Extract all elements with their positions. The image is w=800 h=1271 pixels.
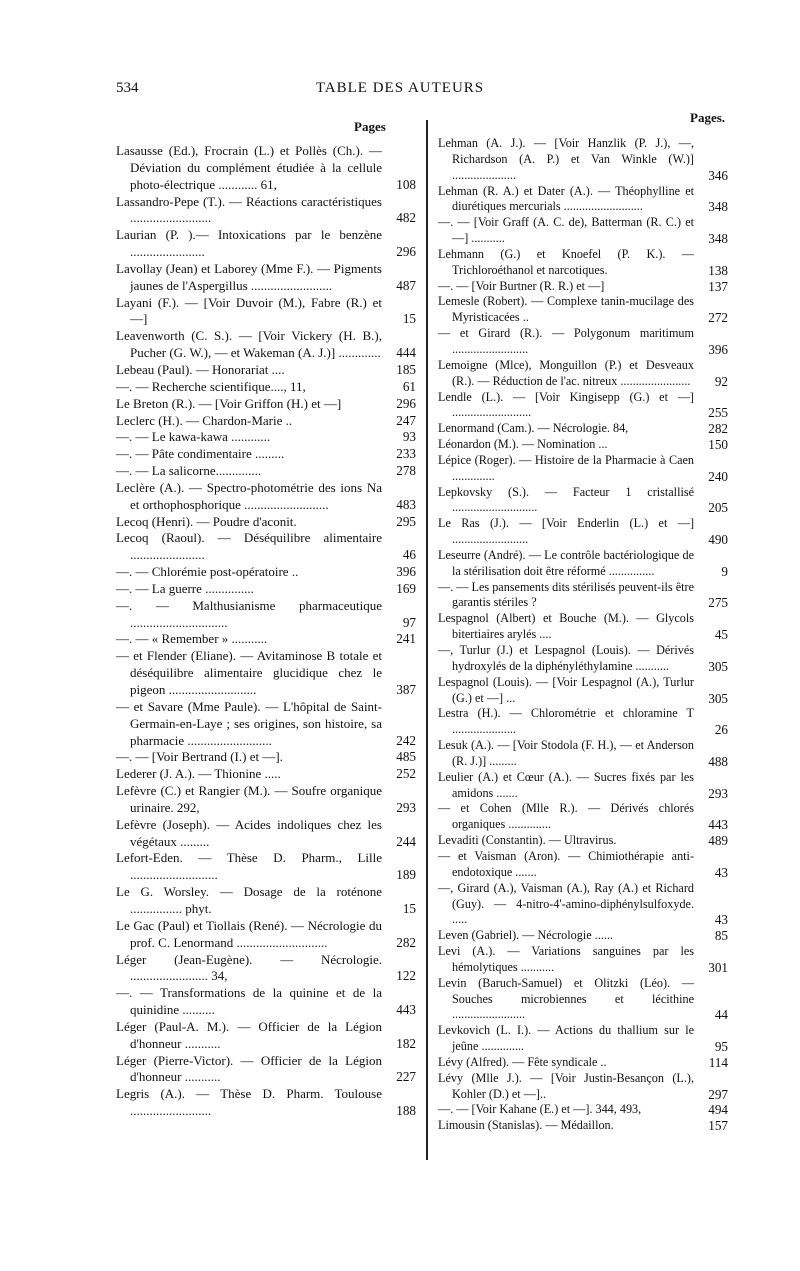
entry-page: 43 [714, 864, 728, 880]
entry-text: Lehman (A. J.). — [Voir Hanzlik (P. J.), —, Richardson (A. P.) et Van Winkle (W.)] ..................... [438, 136, 694, 182]
index-entry [116, 463, 416, 480]
entry-text: Leclerc (H.). — Chardon-Marie .. [116, 412, 293, 428]
entry-text: Le Ras (J.). — [Voir Enderlin (L.) et —] ......................... [438, 516, 694, 547]
entry-page: 255 [708, 405, 728, 421]
entry-page: 169 [396, 580, 416, 596]
index-entry [438, 801, 728, 833]
entry-page: 305 [708, 658, 728, 674]
entry-page: 488 [708, 753, 728, 769]
entry-page: 240 [708, 468, 728, 484]
page-number: 534 [116, 80, 139, 96]
entry-text: —. — Malthusianisme pharmaceutique .............................. [116, 597, 382, 630]
entry-text: — et Vaisman (Aron). — Chimiothérapie anti-endotoxique ....... [438, 848, 694, 879]
index-entry [116, 850, 416, 884]
entry-text: Lemesle (Robert). — Complexe tanin-mucilage des Myristicacées .. [438, 294, 694, 325]
index-entry [438, 849, 728, 881]
index-entry [438, 944, 728, 976]
entry-text: Lépice (Roger). — Histoire de la Pharmacie à Caen .............. [438, 452, 694, 483]
entry-page: 242 [396, 732, 416, 748]
entry-page: 487 [396, 277, 416, 293]
left-column [116, 143, 416, 1120]
index-entry [116, 227, 416, 261]
entry-page: 45 [714, 627, 728, 643]
entry-page: 482 [396, 210, 416, 226]
entry-page: 46 [402, 547, 416, 563]
index-entry [438, 643, 728, 675]
entry-text: —, Girard (A.), Vaisman (A.), Ray (A.) et Richard (Guy). — 4-nitro-4'-amino-diphénylsulfoxyde. ..... [438, 880, 694, 927]
entry-text: —. — Les pansements dits stérilisés peuvent-ils être garantis stériles ? [438, 579, 694, 610]
entry-text: Lehman (R. A.) et Dater (A.). — Théophylline et diurétiques mercurials .......................... [438, 183, 694, 214]
entry-text: Lasausse (Ed.), Frocrain (L.) et Pollès (Ch.). — Déviation du complément étudiée à la cellule photo-électrique ............ 61, [116, 143, 382, 192]
entry-text: Lassandro-Pepe (T.). — Réactions caractéristiques ......................... [116, 193, 382, 226]
entry-text: Limousin (Stanislas). — Médaillon. [438, 1118, 614, 1133]
index-entry [116, 446, 416, 463]
index-entry [438, 976, 728, 1024]
entry-text: Levi (A.). — Variations sanguines par les hémolytiques ........... [438, 944, 694, 974]
index-entry [116, 143, 416, 194]
index-entry [438, 421, 728, 437]
entry-page: 396 [396, 564, 416, 580]
index-entry [438, 215, 728, 247]
entry-text: —. — Recherche scientifique...., 11, [116, 378, 306, 394]
entry-page: 305 [708, 690, 728, 706]
entry-page: 137 [708, 278, 728, 294]
entry-page: 278 [396, 463, 416, 479]
index-entry [438, 390, 728, 422]
entry-page: 241 [396, 631, 416, 647]
index-entry [116, 749, 416, 766]
entry-page: 247 [396, 412, 416, 428]
entry-text: —. — Transformations de la quinine et de la quinidine .......... [116, 985, 382, 1018]
index-entry [116, 362, 416, 379]
entry-page: 301 [708, 959, 728, 975]
index-entry [438, 136, 728, 184]
pages-label-right: Pages. [690, 110, 726, 125]
index-entry [438, 485, 728, 517]
entry-text: Lenormand (Cam.). — Nécrologie. 84, [438, 421, 629, 436]
index-entry [116, 783, 416, 817]
index-entry [438, 1102, 728, 1118]
entry-page: 108 [396, 176, 416, 192]
index-entry [438, 1118, 728, 1134]
entry-page: 293 [396, 799, 416, 815]
index-entry [116, 514, 416, 531]
entry-page: 188 [396, 1103, 416, 1119]
index-entry [438, 928, 728, 944]
index-entry [116, 581, 416, 598]
entry-page: 15 [402, 311, 416, 327]
entry-text: — et Girard (R.). — Polygonum maritimum ......................... [438, 326, 694, 356]
entry-text: Lespagnol (Louis). — [Voir Lespagnol (A.), Turlur (G.) et —] ... [438, 674, 694, 705]
entry-text: Le Gac (Paul) et Tiollais (René). — Nécrologie du prof. C. Lenormand ............................ [116, 917, 382, 950]
entry-text: Lefèvre (C.) et Rangier (M.). — Soufre organique urinaire. 292, [116, 783, 382, 815]
index-entry [438, 279, 728, 295]
index-entry [116, 985, 416, 1019]
entry-page: 114 [708, 1054, 728, 1070]
entry-text: —. — Le kawa-kawa ............ [116, 429, 271, 445]
entry-page: 244 [396, 833, 416, 849]
entry-text: Le Breton (R.). — [Voir Griffon (H.) et —] [116, 395, 342, 411]
entry-text: Leven (Gabriel). — Nécrologie ...... [438, 928, 613, 943]
index-entry [116, 396, 416, 413]
entry-page: 348 [708, 199, 728, 215]
index-entry [116, 564, 416, 581]
index-entry [438, 453, 728, 485]
entry-page: 297 [708, 1086, 728, 1102]
entry-text: —. — [Voir Kahane (E.) et —]. 344, 493, [438, 1102, 642, 1117]
index-entry [116, 530, 416, 564]
entry-text: — et Cohen (Mlle R.). — Dérivés chlorés organiques .............. [438, 801, 694, 832]
entry-text: Lemoigne (Mlce), Monguillon (P.) et Desveaux (R.). — Réduction de l'ac. nitreux ....................... [438, 357, 694, 388]
column-divider [426, 120, 428, 1160]
entry-page: 489 [708, 833, 728, 849]
entry-text: —. — Pâte condimentaire ......... [116, 446, 285, 462]
entry-text: Leulier (A.) et Cœur (A.). — Sucres fixés par les amidons ....... [438, 769, 694, 800]
index-entry [438, 675, 728, 707]
index-entry [438, 738, 728, 770]
entry-page: 44 [714, 1007, 728, 1023]
index-entry [116, 631, 416, 648]
entry-page: 295 [396, 513, 416, 529]
entry-text: Levin (Baruch-Samuel) et Olitzki (Léo). — Souches microbiennes et lécithine ........................ [438, 975, 694, 1022]
entry-text: Lendle (L.). — [Voir Kingisepp (G.) et —] .......................... [438, 389, 694, 420]
running-title: TABLE DES AUTEURS [315, 80, 485, 96]
index-entry [116, 429, 416, 446]
entry-page: 494 [708, 1102, 728, 1118]
index-entry [116, 328, 416, 362]
index-entry [116, 817, 416, 851]
entry-page: 490 [708, 532, 728, 548]
entry-text: Léonardon (M.). — Nomination ... [438, 437, 608, 452]
entry-text: Léger (Paul-A. M.). — Officier de la Légion d'honneur ........... [116, 1018, 382, 1051]
index-entry [116, 766, 416, 783]
entry-text: Lévy (Mlle J.). — [Voir Justin-Besançon (L.), Kohler (D.) et —].. [438, 1070, 694, 1101]
entry-page: 189 [396, 867, 416, 883]
index-entry [438, 770, 728, 802]
index-entry [116, 1019, 416, 1053]
entry-text: Lesuk (A.). — [Voir Stodola (F. H.), — et Anderson (R. J.)] ......... [438, 738, 694, 768]
entry-text: Lecoq (Henri). — Poudre d'aconit. [116, 513, 297, 529]
index-entry [438, 437, 728, 453]
entry-page: 227 [396, 1069, 416, 1085]
entry-page: 293 [708, 785, 728, 801]
entry-text: Levkovich (L. I.). — Actions du thallium sur le jeûne .............. [438, 1023, 694, 1054]
entry-page: 485 [396, 749, 416, 765]
index-entry [438, 611, 728, 643]
entry-text: — et Savare (Mme Paule). — L'hôpital de Saint-Germain-en-Laye ; ses origines, son histoire, sa pharmacie .......................... [116, 698, 382, 748]
index-entry [116, 952, 416, 986]
entry-page: 97 [402, 614, 416, 630]
index-entry [438, 247, 728, 279]
entry-text: Le G. Worsley. — Dosage de la roténone ................ phyt. [116, 884, 382, 916]
entry-text: Léger (Pierre-Victor). — Officier de la Légion d'honneur ........... [116, 1052, 382, 1085]
entry-page: 15 [402, 900, 416, 916]
entry-page: 387 [396, 682, 416, 697]
entry-text: —. — [Voir Bertrand (I.) et —]. [116, 749, 283, 765]
entry-page: 233 [396, 446, 416, 462]
entry-text: —. — [Voir Graff (A. C. de), Batterman (R. C.) et —] ........... [438, 215, 694, 246]
entry-text: Léger (Jean-Eugène). — Nécrologie. ........................ 34, [116, 951, 382, 984]
entry-text: Leseurre (André). — Le contrôle bactériologique de la stérilisation doit être réformé ............... [438, 547, 694, 578]
index-entry [438, 294, 728, 326]
index-entry [438, 580, 728, 612]
entry-page: 348 [708, 231, 728, 247]
entry-text: Lévy (Alfred). — Fête syndicale .. [438, 1054, 607, 1069]
pages-label-left: Pages [354, 119, 386, 134]
entry-text: —. — La salicorne.............. [116, 463, 262, 479]
entry-text: — et Flender (Eliane). — Avitaminose B totale et déséquilibre alimentaire glucidique chez le pigeon ........................... [116, 648, 382, 697]
entry-page: 282 [396, 934, 416, 950]
entry-text: Lehmann (G.) et Knoefel (P. K.). — Trichloroéthanol et narcotiques. [438, 246, 694, 277]
entry-page: 185 [396, 361, 416, 377]
entry-text: Lebeau (Paul). — Honorariat .... [116, 361, 285, 377]
entry-text: —. — [Voir Burtner (R. R.) et —] [438, 278, 605, 293]
index-entry [116, 480, 416, 514]
index-entry [116, 918, 416, 952]
index-entry [438, 184, 728, 216]
entry-page: 138 [708, 262, 728, 278]
index-entry [438, 881, 728, 929]
index-entry [116, 261, 416, 295]
entry-page: 150 [708, 437, 728, 453]
entry-text: Laurian (P. ).— Intoxications par le benzène ....................... [116, 227, 382, 260]
entry-text: Lederer (J. A.). — Thionine ..... [116, 766, 281, 782]
entry-page: 26 [714, 722, 728, 738]
index-entry [438, 326, 728, 358]
entry-page: 275 [708, 595, 728, 611]
entry-page: 182 [396, 1035, 416, 1051]
entry-text: Lepkovsky (S.). — Facteur 1 cristallisé ............................ [438, 484, 694, 515]
index-entry [116, 413, 416, 430]
entry-page: 205 [708, 500, 728, 516]
entry-page: 282 [708, 421, 728, 437]
entry-page: 443 [708, 817, 728, 833]
entry-text: —. — La guerre ............... [116, 580, 254, 596]
index-entry [438, 706, 728, 738]
index-entry [438, 358, 728, 390]
entry-page: 296 [396, 395, 416, 411]
entry-page: 85 [714, 928, 728, 944]
entry-page: 9 [721, 563, 728, 579]
index-entry [116, 1053, 416, 1087]
index-entry [116, 699, 416, 750]
index-entry [438, 516, 728, 548]
entry-page: 93 [402, 429, 416, 445]
entry-page: 61 [402, 378, 416, 394]
entry-page: 443 [396, 1002, 416, 1018]
entry-page: 444 [396, 345, 416, 361]
index-entry [116, 194, 416, 228]
index-entry [438, 1055, 728, 1071]
entry-page: 157 [708, 1118, 728, 1134]
entry-text: —. — « Remember » ........... [116, 631, 268, 647]
entry-page: 92 [714, 373, 728, 389]
entry-text: Lefèvre (Joseph). — Acides indoliques chez les végétaux ......... [116, 816, 382, 849]
entry-text: Lespagnol (Albert) et Bouche (M.). — Glycols bitertiaires arylés .... [438, 611, 694, 642]
index-entry [438, 548, 728, 580]
right-column [438, 136, 728, 1134]
index-entry [116, 598, 416, 632]
entry-page: 396 [708, 341, 728, 357]
entry-text: Lefort-Eden. — Thèse D. Pharm., Lille ........................... [116, 850, 382, 883]
index-entry [438, 1071, 728, 1103]
entry-text: Levaditi (Constantin). — Ultravirus. [438, 833, 617, 848]
entry-page: 346 [708, 167, 728, 183]
index-entry [116, 648, 416, 699]
entry-text: —. — Chlorémie post-opératoire .. [116, 564, 299, 580]
entry-text: Layani (F.). — [Voir Duvoir (M.), Fabre (R.) et —] [116, 294, 382, 327]
entry-page: 252 [396, 766, 416, 782]
index-entry [116, 295, 416, 329]
entry-page: 43 [714, 912, 728, 928]
entry-text: Lestra (H.). — Chlorométrie et chloramine T ..................... [438, 706, 694, 737]
entry-page: 483 [396, 496, 416, 512]
entry-page: 122 [396, 968, 416, 984]
entry-page: 296 [396, 244, 416, 260]
entry-page: 272 [708, 310, 728, 326]
entry-text: Leclère (A.). — Spectro-photométrie des ions Na et orthophosphorique .......................... [116, 479, 382, 512]
index-entry [116, 379, 416, 396]
entry-text: Leavenworth (C. S.). — [Voir Vickery (H. B.), Pucher (G. W.), — et Wakeman (A. J.)] ............. [116, 328, 382, 361]
index-entry [116, 884, 416, 918]
entry-text: Lavollay (Jean) et Laborey (Mme F.). — Pigments jaunes de l'Aspergillus ......................... [116, 260, 382, 293]
entry-text: Legris (A.). — Thèse D. Pharm. Toulouse ......................... [116, 1086, 382, 1119]
entry-text: —, Turlur (J.) et Lespagnol (Louis). — Dérivés hydroxylés de la diphényléthylamine ........... [438, 643, 694, 673]
index-entry [438, 1023, 728, 1055]
entry-page: 95 [714, 1039, 728, 1055]
index-entry [438, 833, 728, 849]
index-entry [116, 1086, 416, 1120]
entry-text: Lecoq (Raoul). — Déséquilibre alimentaire ....................... [116, 530, 382, 563]
